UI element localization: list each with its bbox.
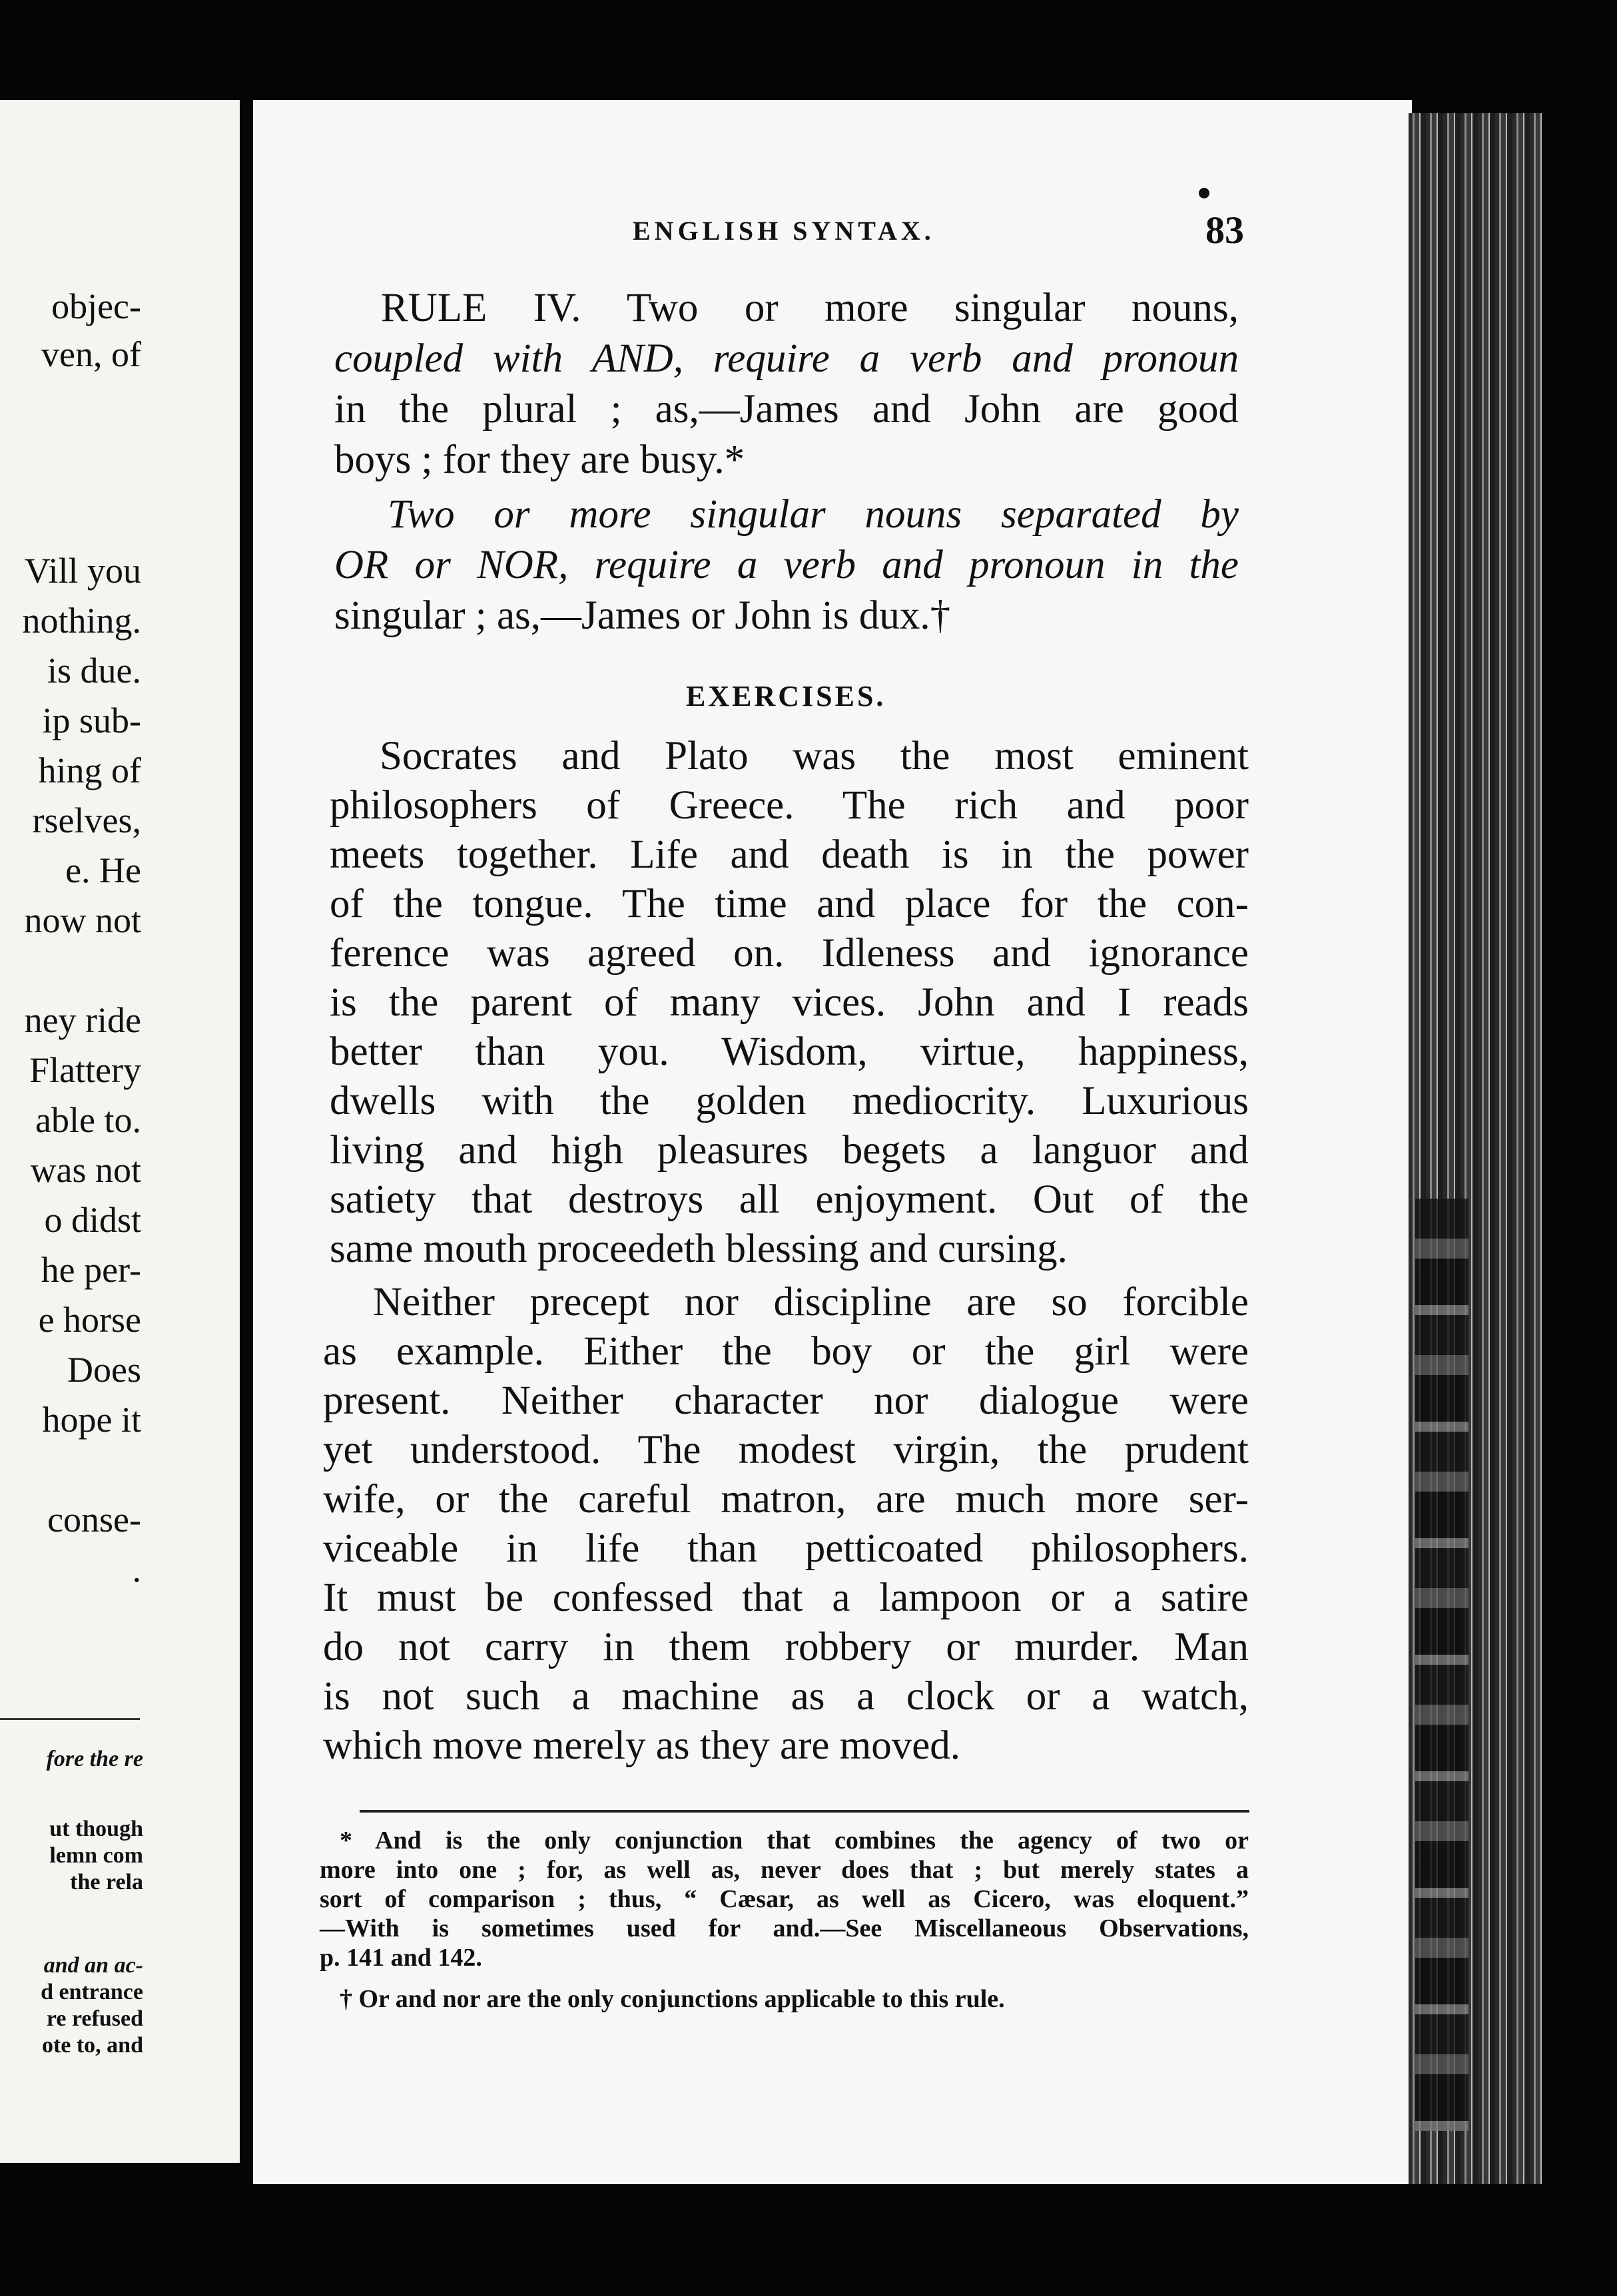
exercise-line: present. Neither character nor dialogue were xyxy=(323,1378,1249,1423)
exercise-line: same mouth proceedeth blessing and cursing. xyxy=(330,1227,1068,1271)
exercise-line: do not carry in them robbery or murder. Man xyxy=(323,1625,1249,1669)
left-page-line: nothing. xyxy=(22,601,141,641)
footnotes xyxy=(320,1828,1249,2041)
left-page-line: ney ride xyxy=(24,1000,141,1040)
left-footnote-rule xyxy=(0,1718,140,1720)
running-head: ENGLISH SYNTAX. xyxy=(633,216,935,246)
left-facing-page xyxy=(0,100,240,2163)
left-page-line: objec- xyxy=(51,286,141,326)
left-footnote-line: re refused xyxy=(46,2006,143,2031)
exercise-line: viceable in life than petticoated philosophers. xyxy=(323,1526,1249,1571)
footnote-line: * And is the only conjunction that combines the agency of two or xyxy=(340,1827,1249,1855)
left-page-line: Does xyxy=(67,1350,141,1390)
left-footnote-line: ote to, and xyxy=(41,2033,143,2058)
left-page-line: hope it xyxy=(42,1400,141,1440)
left-page-line: Flattery xyxy=(29,1050,141,1090)
left-page-line: rselves, xyxy=(32,800,141,840)
exercise-line: as example. Either the boy or the girl were xyxy=(323,1329,1249,1374)
left-page-line: e horse xyxy=(38,1300,141,1340)
exercise-line: better than you. Wisdom, virtue, happiness, xyxy=(330,1029,1249,1074)
rule-line: singular ; as,—James or John is dux.† xyxy=(334,593,951,638)
exercise-line: wife, or the careful matron, are much more ser- xyxy=(323,1477,1249,1522)
page-number: 83 xyxy=(1205,208,1244,252)
footnote-rule xyxy=(360,1810,1249,1813)
footnote-line: —With is sometimes used for and.—See Miscellaneous Observations, xyxy=(320,1914,1249,1942)
left-page-line: conse- xyxy=(47,1500,141,1540)
rule-line: boys ; for they are busy.* xyxy=(334,437,745,482)
exercise-line: living and high pleasures begets a languor and xyxy=(330,1128,1249,1173)
left-footnote-line: the rela xyxy=(70,1870,143,1894)
exercise-line: It must be confessed that a lampoon or a satire xyxy=(323,1576,1249,1620)
left-page-line: was not xyxy=(30,1150,141,1190)
exercise-line: is not such a machine as a clock or a watch, xyxy=(323,1674,1249,1719)
left-footnote-line: ut though xyxy=(49,1817,143,1841)
left-page-line: e. He xyxy=(65,850,141,890)
ornament-dot xyxy=(1199,188,1209,198)
exercise-line: Neither precept nor discipline are so forcible xyxy=(373,1280,1249,1324)
library-stamp-on-edge xyxy=(1415,1199,1468,2131)
footnote-line: more into one ; for, as well as, never does that ; but merely states a xyxy=(320,1856,1249,1884)
rule-line: coupled with AND, require a verb and pronoun xyxy=(334,336,1239,381)
left-page-line: Vill you xyxy=(24,551,141,591)
rule-line: OR or NOR, require a verb and pronoun in the xyxy=(334,543,1239,587)
exercise-line: meets together. Life and death is in the power xyxy=(330,832,1249,877)
left-page-line: now not xyxy=(24,900,141,940)
rule-line: Two or more singular nouns separated by xyxy=(388,492,1239,537)
exercise-line: satiety that destroys all enjoyment. Out of the xyxy=(330,1177,1249,1222)
left-page-line: is due. xyxy=(47,651,141,691)
exercises-heading: EXERCISES. xyxy=(686,680,886,713)
exercise-line: is the parent of many vices. John and I reads xyxy=(330,980,1249,1025)
footnote-line: p. 141 and 142. xyxy=(320,1944,482,1972)
exercise-line: yet understood. The modest virgin, the prudent xyxy=(323,1428,1249,1472)
left-footnote-line: fore the re xyxy=(46,1747,143,1771)
left-page-line: he per- xyxy=(41,1250,141,1290)
left-footnote-line: lemn com xyxy=(49,1843,143,1868)
left-footnote-line: d entrance xyxy=(41,1980,143,2004)
rule-line: in the plural ; as,—James and John are good xyxy=(334,387,1239,431)
exercise-line: Socrates and Plato was the most eminent xyxy=(380,734,1249,778)
exercise-line: which move merely as they are moved. xyxy=(323,1723,961,1768)
left-page-line: hing of xyxy=(38,750,141,790)
footnote-line: † Or and nor are the only conjunctions applicable to this rule. xyxy=(340,1985,1005,2013)
left-page-line: o didst xyxy=(44,1200,141,1240)
left-page-line: ven, of xyxy=(41,334,141,374)
exercise-line: philosophers of Greece. The rich and poor xyxy=(330,783,1249,828)
footnote-line: sort of comparison ; thus, “ Cæsar, as well as Cicero, was eloquent.” xyxy=(320,1885,1249,1913)
left-footnote-line: and an ac- xyxy=(43,1953,143,1978)
exercise-line: ference was agreed on. Idleness and ignorance xyxy=(330,931,1249,976)
exercise-line: dwells with the golden mediocrity. Luxurious xyxy=(330,1079,1249,1123)
rule-line: RULE IV. Two or more singular nouns, xyxy=(381,286,1239,330)
left-page-line: . xyxy=(132,1550,141,1589)
exercise-line: of the tongue. The time and place for the con- xyxy=(330,882,1249,926)
left-page-line: ip sub- xyxy=(42,701,141,740)
left-page-line: able to. xyxy=(35,1100,141,1140)
